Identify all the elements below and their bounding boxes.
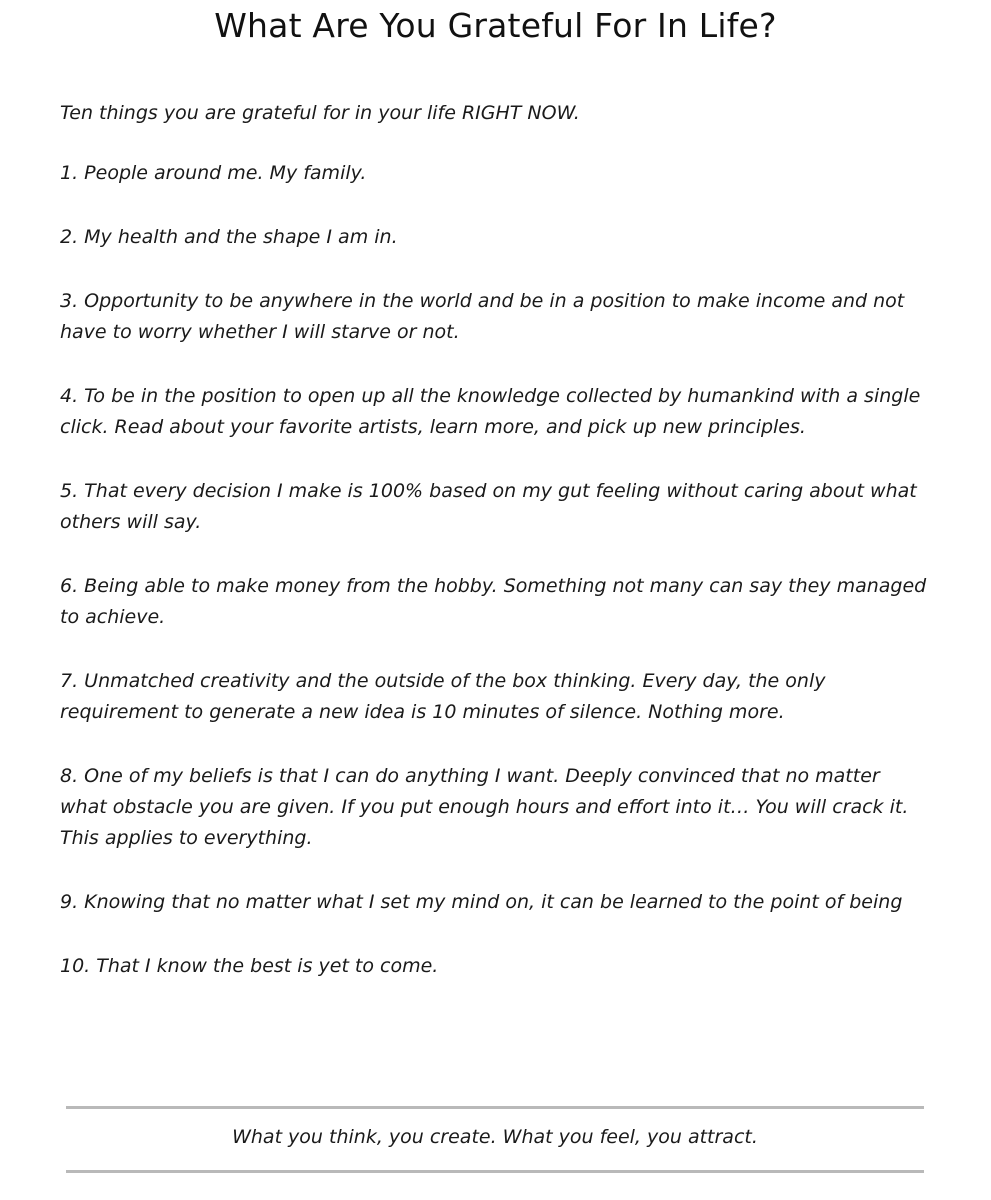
- list-item: 2. My health and the shape I am in.: [60, 226, 398, 248]
- list-item: 9. Knowing that no matter what I set my mind on, it can be learned to the point of being: [60, 891, 903, 913]
- page-title: What Are You Grateful For In Life?: [214, 6, 777, 45]
- list-item: 5. That every decision I make is 100% based on my gut feeling without caring about what others will say.: [60, 480, 917, 533]
- footer-quote: What you think, you create. What you feel, you attract.: [232, 1126, 758, 1148]
- list-item: 1. People around me. My family.: [60, 162, 367, 184]
- list-item: 8. One of my beliefs is that I can do anything I want. Deeply convinced that no matter what obstacle you are given. If you put enough hours and effort into it… You will crack it. This applies to everything.: [60, 765, 909, 849]
- divider-top: [66, 1106, 924, 1109]
- list-item: 10. That I know the best is yet to come.: [60, 955, 439, 977]
- list-item: 6. Being able to make money from the hobby. Something not many can say they managed to achieve.: [60, 575, 927, 628]
- list-item: 4. To be in the position to open up all the knowledge collected by humankind with a single click. Read about your favorite artists, learn more, and pick up new principles.: [60, 385, 921, 438]
- divider-bottom: [66, 1170, 924, 1173]
- intro-text: Ten things you are grateful for in your life RIGHT NOW.: [60, 102, 580, 124]
- list-item: 3. Opportunity to be anywhere in the world and be in a position to make income and not have to worry whether I will starve or not.: [60, 290, 905, 343]
- list-item: 7. Unmatched creativity and the outside of the box thinking. Every day, the only requirement to generate a new idea is 10 minutes of silence. Nothing more.: [60, 670, 826, 723]
- gratitude-list: [60, 158, 930, 1015]
